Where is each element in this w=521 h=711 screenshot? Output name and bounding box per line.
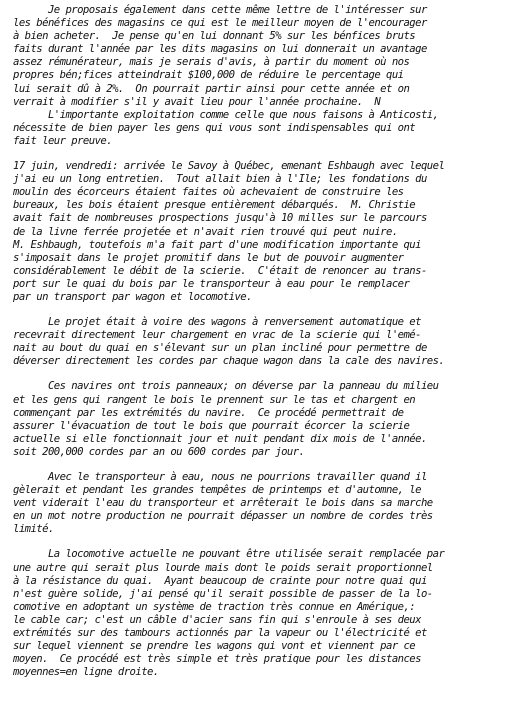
text-line: à bien acheter. Je pense qu'en lui donnant 5% sur les bénfices bruts — [13, 30, 416, 43]
text-line: n'est guère solide, j'ai pensé qu'il serait possible de passer de la lo- — [13, 587, 433, 600]
text-line: Je proposais également dans cette même lettre de l'intéresser sur — [13, 4, 427, 16]
paragraph-gap — [13, 368, 515, 380]
text-line: La locomotive actuelle ne pouvant être utilisée serait remplacée par — [13, 548, 445, 561]
text-line: lui serait dû à 2%. On pourrait partir ainsi pour cette année et on — [13, 82, 410, 95]
text-line: vent viderait l'eau du transporteur et arrêterait le bois dans sa marche — [13, 497, 433, 510]
text-line: déverser directement les cordes par chaque wagon dans la cale des navires. — [13, 355, 445, 368]
text-line: assez rémunérateur, mais je serais d'avis, à partir du moment où nos — [13, 56, 410, 69]
text-line: de la livne ferrée projetée et n'avait rien trouvé qui peut nuire. — [13, 225, 398, 238]
text-line: verrait à modifier s'il y avait lieu pour l'année prochaine. N — [13, 95, 381, 108]
paragraph-3 — [13, 316, 515, 368]
text-line: par un transport par wagon et locomotive. — [13, 290, 252, 303]
text-line: 17 juin, vendredi: arrivée le Savoy à Québec, emenant Eshbaugh avec lequel — [13, 160, 445, 173]
text-line: nécessite de bien payer les gens qui vous sont indispensables qui ont — [13, 121, 416, 134]
text-line: L'importante exploitation comme celle que nous faisons à Anticosti, — [13, 108, 439, 121]
paragraph-4 — [13, 380, 515, 459]
text-line: les bénéfices des magasins ce qui est le meilleur moyen de l'encourager — [13, 17, 427, 30]
paragraph-gap — [13, 304, 515, 316]
text-line: faits durant l'année par les dits magasins on lui donnerait un avantage — [13, 43, 427, 56]
text-line: à la résistance du quai. Ayant beaucoup de crainte pour notre quai qui — [13, 574, 427, 587]
text-line: actuelle si elle fonctionnait jour et nuit pendant dix mois de l'année. — [13, 432, 427, 445]
text-line: fait leur preuve. — [13, 134, 113, 147]
text-line: comotive en adoptant un système de traction très connue en Amérique,: — [13, 600, 416, 613]
text-line: gèlerait et pendant les grandes tempêtes de printemps et d'automne, le — [13, 484, 421, 497]
text-line: M. Eshbaugh, toutefois m'a fait part d'une modification importante qui — [13, 238, 421, 251]
text-line: moulin des écorceurs étaient faites où achevaient de construire les — [13, 186, 404, 199]
text-line: et les gens qui rangent le bois le prennent sur le tas et chargent en — [13, 393, 416, 406]
text-line: bureaux, les bois étaient presque entièrement débarqués. M. Christie — [13, 199, 416, 212]
paragraph-6 — [13, 548, 515, 679]
text-line: le cable car; c'est un câble d'acier sans fin qui s'enroule à ses deux — [13, 613, 421, 626]
text-line: extrémités sur des tambours actionnés par la vapeur ou l'électricité et — [13, 627, 427, 640]
text-line: nait au bout du quai en s'élevant sur un plan incliné pour permettre de — [13, 342, 427, 355]
text-line: commençant par les extrémités du navire. Ce procédé permettrait de — [13, 406, 404, 419]
paragraph-gap — [13, 148, 515, 160]
text-line: Le projet était à voire des wagons à renversement automatique et — [13, 316, 421, 329]
text-line: avait fait de nombreuses prospections jusqu'à 10 milles sur le parcours — [13, 212, 427, 225]
text-line: considérablement le débit de la scierie. C'était de renoncer au trans- — [13, 264, 427, 277]
text-line: moyennes=en ligne droite. — [13, 666, 159, 679]
text-line: assurer l'évacuation de tout le bois que pourrait écorcer la scierie — [13, 419, 410, 432]
text-line: j'ai eu un long entretien. Tout allait bien à l'Ile; les fondations du — [13, 173, 427, 186]
text-line: port sur le quai du bois par le transporteur à eau pour le remplacer — [13, 277, 410, 290]
paragraph-5 — [13, 471, 515, 536]
text-line: soit 200,000 cordes par an ou 600 cordes par jour. — [13, 445, 305, 458]
text-line: une autre qui serait plus lourde mais dont le poids serait proportionnel — [13, 561, 433, 574]
text-line: limité. — [13, 523, 54, 536]
text-line: s'imposait dans le projet promitif dans le but de pouvoir augmenter — [13, 251, 404, 264]
text-line: Avec le transporteur à eau, nous ne pourrions travailler quand il — [13, 471, 427, 483]
text-line: en un mot notre production ne pourrait dépasser un nombre de cordes très — [13, 510, 433, 523]
text-line: recevrait directement leur chargement en vrac de la scierie qui l'emé- — [13, 329, 421, 342]
text-line: Ces navires ont trois panneaux; on déverse par la panneau du milieu — [13, 380, 439, 393]
text-line: moyen. Ce procédé est très simple et très pratique pour les distances — [13, 653, 421, 666]
paragraph-1 — [13, 4, 515, 148]
paragraph-gap — [13, 459, 515, 471]
text-line: propres bén;fices atteindrait $100,000 de réduire le percentage qui — [13, 69, 404, 82]
paragraph-2 — [13, 160, 515, 304]
paragraph-gap — [13, 536, 515, 548]
text-line: sur lequel viennent se prendre les wagons qui vont et viennent par ce — [13, 640, 416, 653]
